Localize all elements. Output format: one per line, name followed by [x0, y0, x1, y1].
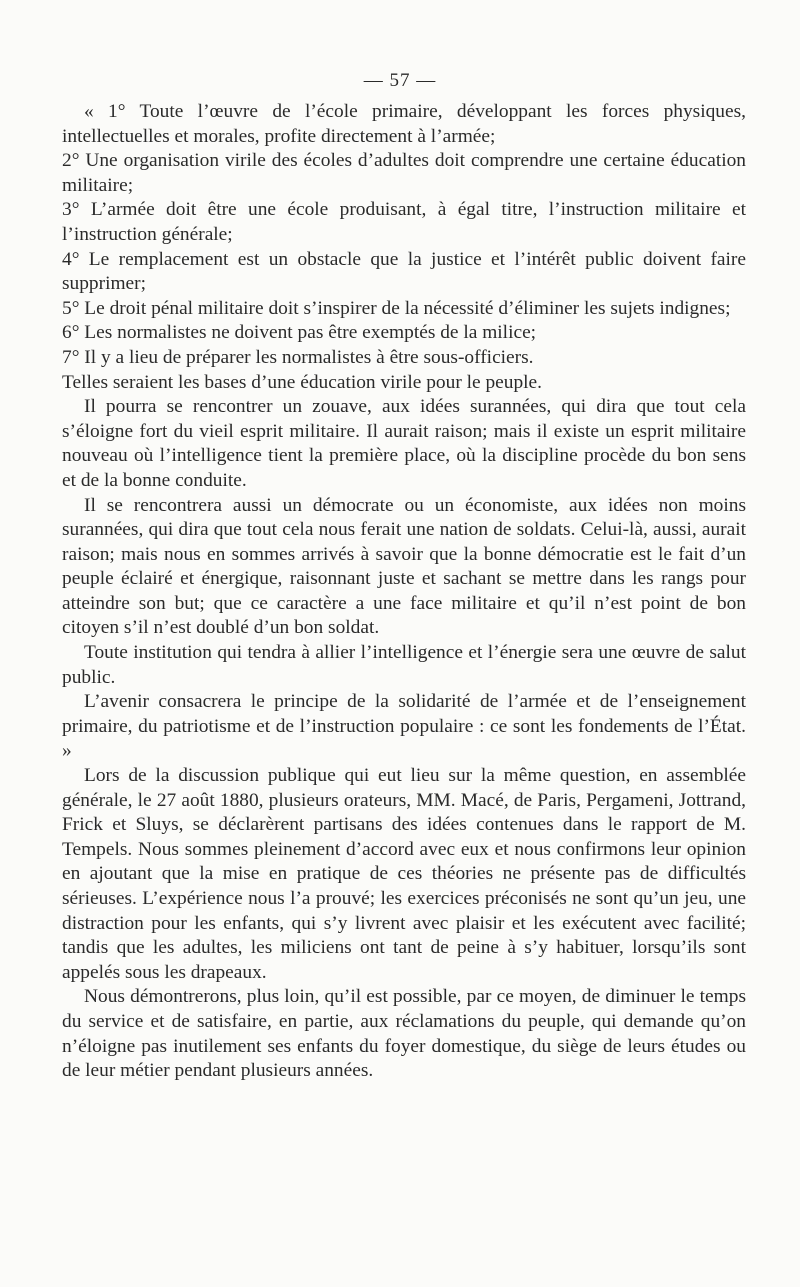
paragraph-1: « 1° Toute l’œuvre de l’école primaire, développant les forces physiques, intellectuelles et morales, profite directement à l’armée; [62, 101, 746, 147]
paragraph-12: L’avenir consacrera le principe de la solidarité de l’armée et de l’enseignement primaire, du patriotisme et de l’instruction populaire : ce sont les fondements de l’État. » [62, 691, 746, 762]
paragraph-2: 2° Une organisation virile des écoles d’adultes doit comprendre une certaine éducation militaire; [62, 150, 746, 196]
paragraph-10: Il se rencontrera aussi un démocrate ou un économiste, aux idées non moins surannées, qui dira que tout cela nous ferait une nation de soldats. Celui-là, aussi, aurait raison; mais nous en sommes arrivés à savoir que la bonne démocratie est le fait d’un peuple éclairé et énergique, raisonnant juste et sachant se mettre dans les rangs pour atteindre son but; que ce caractère a une face militaire et qu’il n’est point de bon citoyen s’il n’est doublé d’un bon soldat. [62, 494, 746, 639]
paragraph-6: 6° Les normalistes ne doivent pas être exemptés de la milice; [62, 322, 537, 344]
paragraph-9: Il pourra se rencontrer un zouave, aux idées surannées, qui dira que tout cela s’éloigne fort du vieil esprit militaire. Il aurait raison; mais il existe un esprit militaire nouveau où l’intelligence tient la première place, où la discipline procède du bon sens et de la bonne conduite. [62, 396, 746, 491]
body-text [62, 100, 746, 1084]
paragraph-3: 3° L’armée doit être une école produisant, à égal titre, l’instruction militaire et l’instruction générale; [62, 199, 746, 245]
paragraph-4: 4° Le remplacement est un obstacle que la justice et l’intérêt public doivent faire supprimer; [62, 248, 746, 295]
paragraph-14: Nous démontrerons, plus loin, qu’il est possible, par ce moyen, de diminuer le temps du service et de satisfaire, en partie, aux réclamations du peuple, qui demande qu’on n’éloigne pas inutilement ses enfants du foyer domestique, du siège de leurs études ou de leur métier pendant plusieurs années. [62, 986, 746, 1082]
paragraph-8: Telles seraient les bases d’une éducation virile pour le peuple. [62, 371, 543, 393]
paragraph-11: Toute institution qui tendra à allier l’intelligence et l’énergie sera une œuvre de salut public. [62, 642, 746, 688]
paragraph-7: 7° Il y a lieu de préparer les normalistes à être sous-officiers. [62, 346, 534, 368]
paragraph-5: 5° Le droit pénal militaire doit s’inspirer de la nécessité d’éliminer les sujets indignes; [62, 297, 731, 319]
page-number: — 57 — [363, 70, 437, 91]
paragraph-13: Lors de la discussion publique qui eut lieu sur la même question, en assemblée générale, le 27 août 1880, plusieurs orateurs, MM. Macé, de Paris, Pergameni, Jottrand, Frick et Sluys, se déclarèrent partisans des idées contenues dans le rapport de M. Tempels. Nous sommes pleinement d’accord avec eux et nous confirmons leur opinion en ajoutant que la mise en pratique de ces théories ne présente pas de difficultés sérieuses. L’expérience nous l’a prouvé; les exercices préconisés ne sont qu’un jeu, une distraction pour les enfants, qui s’y livrent avec plaisir et les exécutent avec facilité; tandis que les adultes, les miliciens ont tant de peine à s’y habituer, lorsqu’ils sont appelés sous les drapeaux. [62, 765, 746, 983]
